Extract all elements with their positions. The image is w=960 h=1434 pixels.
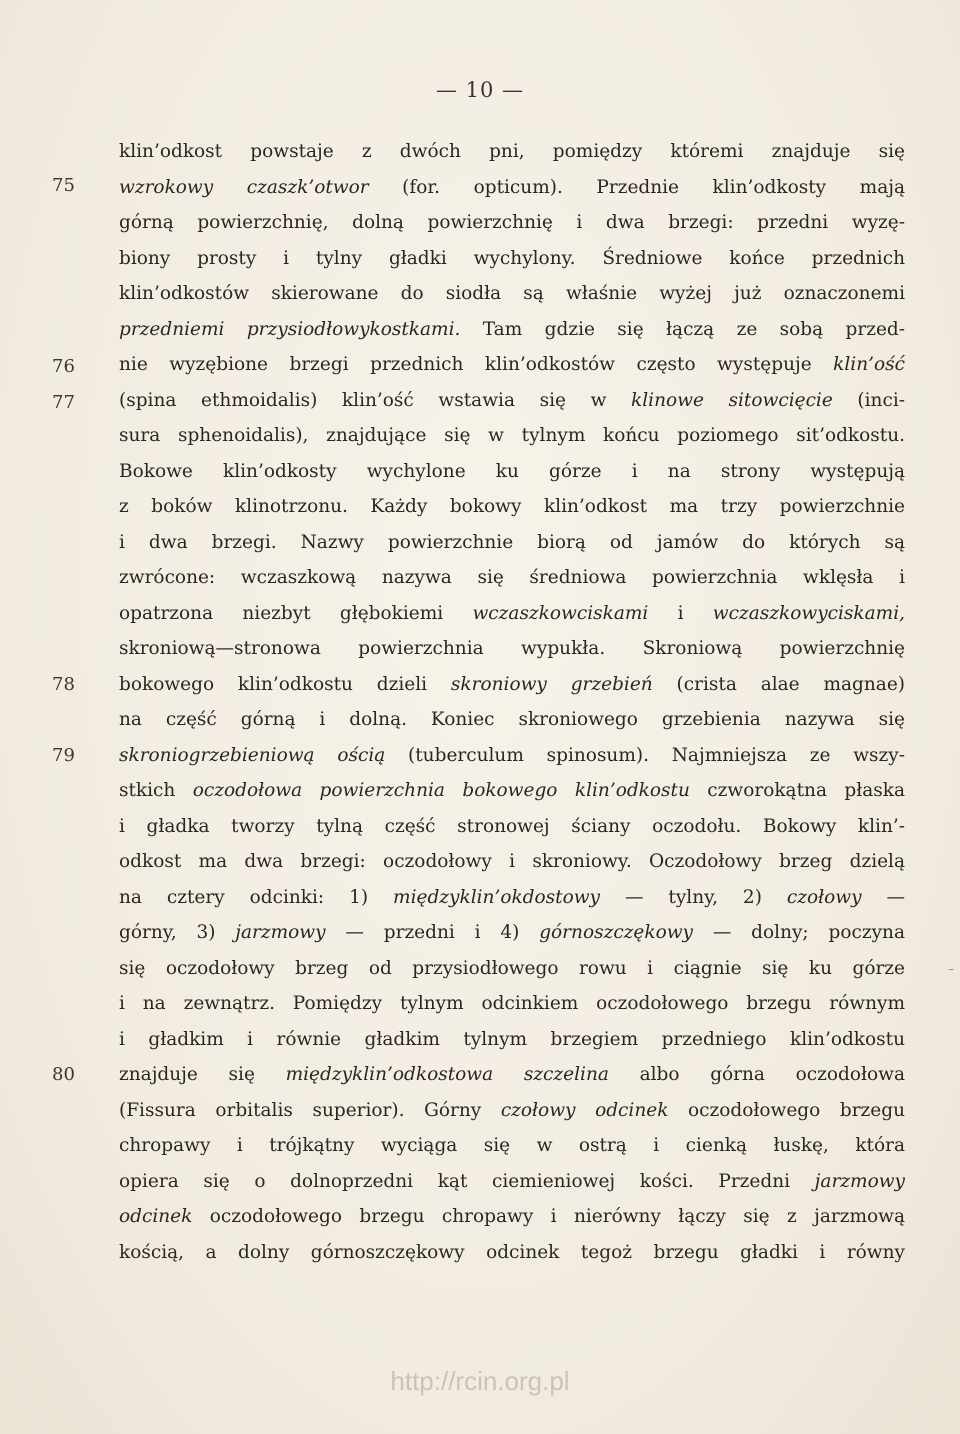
- text-run: (for. opticum). Przednie klin’odkosty mają: [368, 177, 905, 198]
- text-line: [119, 348, 905, 382]
- italic-term: klinowe sitowcięcie: [631, 390, 833, 411]
- text-line: [119, 419, 905, 453]
- text-run: Bokowe klin’odkosty wychylone ku górze i na strony występują: [119, 461, 905, 482]
- text-run: opiera się o dolnoprzedni kąt ciemieniowej kości. Przedni: [119, 1171, 815, 1192]
- text-line: [119, 774, 905, 808]
- margin-number: 77: [52, 392, 75, 413]
- text-run: (Fissura orbitalis superior). Górny: [119, 1100, 501, 1121]
- text-run: oczodołowego brzegu chropawy i nierówny łączy się z jarzmową: [192, 1206, 905, 1227]
- text-line: [119, 1023, 905, 1057]
- text-run: albo górna oczodołowa: [608, 1064, 905, 1085]
- text-run: górną powierzchnię, dolną powierzchnię i dwa brzegi: przedni wyzę-: [119, 212, 905, 233]
- text-run: na cztery odcinki: 1): [119, 887, 394, 908]
- italic-term: jarzmowy: [235, 922, 326, 943]
- text-run: opatrzona niezbyt głębokiemi: [119, 603, 473, 624]
- text-run: (crista alae magnae): [652, 674, 905, 695]
- footer-url: http://rcin.org.pl: [390, 1366, 570, 1396]
- margin-number: 80: [52, 1064, 75, 1085]
- text-line: [119, 1094, 905, 1128]
- italic-term: czołowy odcinek: [500, 1100, 669, 1121]
- text-run: i: [648, 603, 713, 624]
- text-run: oczodołowego brzegu: [668, 1100, 905, 1121]
- text-line: [119, 277, 905, 311]
- text-line: [119, 1165, 905, 1199]
- text-line: [119, 135, 905, 169]
- text-run: — dolny; poczyna: [693, 922, 905, 943]
- text-line: [119, 597, 905, 631]
- text-line: [119, 739, 905, 773]
- italic-term: wczaszkowciskami: [472, 603, 649, 624]
- italic-term: wczaszkowyciskami,: [712, 603, 905, 624]
- italic-term: czołowy: [786, 887, 862, 908]
- text-run: (inci-: [832, 390, 905, 411]
- text-line: [119, 810, 905, 844]
- text-run: (tuberculum spinosum). Najmniejsza ze wszy-: [385, 745, 905, 766]
- text-run: z boków klinotrzonu. Każdy bokowy klin’odkost ma trzy powierzchnie: [119, 496, 905, 517]
- text-run: i na zewnątrz. Pomiędzy tylnym odcinkiem oczodołowego brzegu równym: [119, 993, 905, 1014]
- text-line: [119, 171, 905, 205]
- text-line: [119, 455, 905, 489]
- margin-number: 75: [52, 175, 75, 196]
- text-run: (spina ethmoidalis) klin’ość wstawia się w: [119, 390, 632, 411]
- text-line: [119, 313, 905, 347]
- text-line: [119, 206, 905, 240]
- text-line: [119, 952, 905, 986]
- scan-edge-mark: –: [948, 962, 954, 976]
- margin-number: 79: [52, 745, 75, 766]
- text-run: — przedni i 4): [325, 922, 540, 943]
- text-line: [119, 703, 905, 737]
- text-run: klin’odkost powstaje z dwóch pni, pomiędzy któremi znajduje się: [119, 141, 905, 162]
- text-line: [119, 881, 905, 915]
- text-run: i gładkim i równie gładkim tylnym brzegiem przedniego klin’odkostu: [119, 1029, 905, 1050]
- text-run: skroniową—stronowa powierzchnia wypukła. Skroniową powierzchnię: [119, 638, 905, 659]
- text-run: górny, 3): [119, 922, 236, 943]
- text-run: odkost ma dwa brzegi: oczodołowy i skroniowy. Oczodołowy brzeg dzielą: [119, 851, 905, 872]
- italic-term: jarzmowy: [814, 1171, 905, 1192]
- margin-number: 78: [52, 674, 75, 695]
- italic-term: wzrokowy czaszk’otwor: [119, 177, 369, 198]
- text-run: znajduje się: [119, 1064, 286, 1085]
- italic-term: skroniowy grzebień: [450, 674, 653, 695]
- text-run: Tam gdzie się łączą ze sobą przed-: [460, 319, 905, 340]
- text-line: [119, 1058, 905, 1092]
- italic-term: oczodołowa powierzchnia bokowego klin’odkostu: [192, 780, 690, 801]
- italic-term: międzyklin’okdostowy: [393, 887, 600, 908]
- text-run: sura sphenoidalis), znajdujące się w tylnym końcu poziomego sit’odkostu.: [119, 425, 905, 446]
- text-run: klin’odkostów skierowane do siodła są właśnie wyżej już oznaczonemi: [119, 283, 905, 304]
- italic-term: skroniogrzebieniową ością: [119, 745, 386, 766]
- text-run: na część górną i dolną. Koniec skroniowego grzebienia nazywa się: [119, 709, 905, 730]
- text-line: [119, 668, 905, 702]
- text-line: [119, 916, 905, 950]
- text-line: [119, 490, 905, 524]
- italic-term: górnoszczękowy: [539, 922, 694, 943]
- page-number: — 10 —: [435, 78, 525, 102]
- text-run: się oczodołowy brzeg od przysiodłowego rowu i ciągnie się ku górze: [119, 958, 905, 979]
- text-line: [119, 632, 905, 666]
- text-line: [119, 242, 905, 276]
- text-line: [119, 1200, 905, 1234]
- text-run: nie wyzębione brzegi przednich klin’odkostów często występuje: [119, 354, 834, 375]
- text-line: [119, 845, 905, 879]
- text-line: [119, 1129, 905, 1163]
- text-run: —: [861, 887, 905, 908]
- text-run: czworokątna płaska: [689, 780, 905, 801]
- text-run: zwrócone: wczaszkową nazywa się średniowa powierzchnia wklęsła i: [119, 567, 905, 588]
- text-run: — tylny, 2): [600, 887, 787, 908]
- italic-term: klin’ość: [833, 354, 905, 375]
- text-line: [119, 1236, 905, 1270]
- text-line: [119, 561, 905, 595]
- margin-number: 76: [52, 356, 75, 377]
- italic-term: przedniemi przysiodłowykostkami.: [119, 319, 461, 340]
- text-line: [119, 526, 905, 560]
- italic-term: odcinek: [119, 1206, 193, 1227]
- italic-term: międzyklin’odkostowa szczelina: [285, 1064, 609, 1085]
- text-line: [119, 384, 905, 418]
- text-run: chropawy i trójkątny wyciąga się w ostrą i cienką łuskę, która: [119, 1135, 905, 1156]
- text-run: bokowego klin’odkostu dzieli: [119, 674, 451, 695]
- text-line: [119, 987, 905, 1021]
- text-run: kością, a dolny górnoszczękowy odcinek tegoż brzegu gładki i równy: [119, 1242, 905, 1263]
- text-run: i gładka tworzy tylną część stronowej ściany oczodołu. Bokowy klin’-: [119, 816, 905, 837]
- text-run: biony prosty i tylny gładki wychylony. Średniowe końce przednich: [119, 248, 905, 269]
- text-run: i dwa brzegi. Nazwy powierzchnie biorą od jamów do których są: [119, 532, 905, 553]
- text-run: stkich: [119, 780, 193, 801]
